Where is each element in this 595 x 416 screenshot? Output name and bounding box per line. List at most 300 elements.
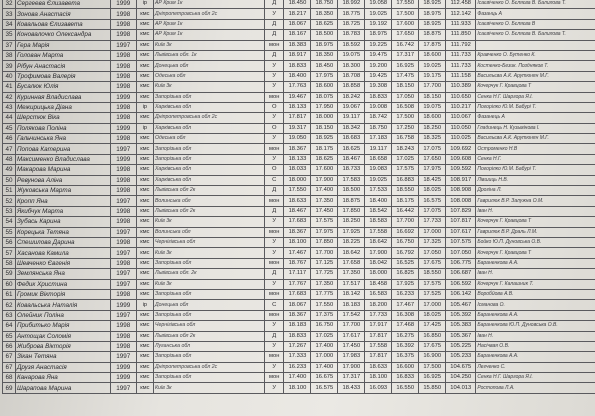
school-code-cell: Д bbox=[265, 19, 284, 29]
sport-rank-cell: ір bbox=[136, 123, 153, 133]
region-cell: Запорізька обл bbox=[153, 289, 264, 299]
score-5-cell: 16.833 bbox=[392, 373, 419, 383]
score-3-cell: 17.850 bbox=[338, 206, 365, 216]
score-1-cell: 17.763 bbox=[284, 82, 311, 92]
score-4-cell: 17.558 bbox=[365, 227, 392, 237]
total-score-cell: 111.733 bbox=[446, 50, 476, 60]
sport-rank-cell: кмс bbox=[136, 321, 153, 331]
school-code-cell: У bbox=[265, 71, 284, 81]
score-3-cell: 19.067 bbox=[338, 102, 365, 112]
score-6-cell: 17.000 bbox=[419, 227, 446, 237]
athlete-name-cell: Жуковська Марта bbox=[15, 186, 110, 196]
table-row bbox=[3, 269, 595, 279]
birth-year-cell: 1997 bbox=[110, 383, 136, 393]
score-2-cell: 17.700 bbox=[311, 248, 338, 258]
score-3-cell: 17.658 bbox=[338, 258, 365, 268]
score-3-cell: 18.342 bbox=[338, 123, 365, 133]
score-6-cell: 19.175 bbox=[419, 71, 446, 81]
birth-year-cell: 1998 bbox=[110, 217, 136, 227]
score-2-cell: 18.600 bbox=[311, 82, 338, 92]
score-2-cell: 17.025 bbox=[311, 331, 338, 341]
score-1-cell: 17.767 bbox=[284, 279, 311, 289]
birth-year-cell: 1997 bbox=[110, 269, 136, 279]
score-1-cell: 17.400 bbox=[284, 373, 311, 383]
score-5-cell: 16.750 bbox=[392, 237, 419, 247]
birth-year-cell: 1998 bbox=[110, 102, 136, 112]
athlete-name-cell: Рібун Анастасія bbox=[15, 61, 110, 71]
score-3-cell: 18.242 bbox=[338, 92, 365, 102]
row-number-cell: 57 bbox=[3, 248, 16, 258]
score-6-cell: 17.700 bbox=[419, 82, 446, 92]
score-6-cell: 16.900 bbox=[419, 352, 446, 362]
total-score-cell: 110.050 bbox=[446, 123, 476, 133]
school-code-cell: мон bbox=[265, 92, 284, 102]
score-2-cell: 18.500 bbox=[311, 30, 338, 40]
score-6-cell: 17.075 bbox=[419, 144, 446, 154]
score-1-cell: 17.550 bbox=[284, 186, 311, 196]
score-4-cell: 18.200 bbox=[365, 300, 392, 310]
total-score-cell: 104.675 bbox=[446, 362, 476, 372]
row-number-cell: 37 bbox=[3, 40, 16, 50]
sport-rank-cell: ір bbox=[136, 300, 153, 310]
score-3-cell: 18.708 bbox=[338, 71, 365, 81]
athlete-name-cell: Громик Вікторія bbox=[15, 289, 110, 299]
coach-names-cell: Іван Н. bbox=[476, 331, 595, 341]
table-row bbox=[3, 144, 595, 154]
score-6-cell: 17.425 bbox=[419, 321, 446, 331]
coach-names-cell: Кочерчук Г. Кравцова Т bbox=[476, 248, 595, 258]
coach-names-cell: Погорілко Ю.М. Бабурі Т. bbox=[476, 102, 595, 112]
birth-year-cell: 1999 bbox=[110, 300, 136, 310]
score-2-cell: 17.950 bbox=[311, 102, 338, 112]
score-4-cell: 18.633 bbox=[365, 362, 392, 372]
table-row bbox=[3, 165, 595, 175]
score-5-cell: 16.742 bbox=[392, 40, 419, 50]
table-row bbox=[3, 71, 595, 81]
table-row bbox=[3, 248, 595, 258]
score-3-cell: 18.225 bbox=[338, 237, 365, 247]
table-row bbox=[3, 30, 595, 40]
coach-names-cell: Бойко Ю.П. Дуновська О.В. bbox=[476, 237, 595, 247]
score-5-cell: 17.925 bbox=[392, 279, 419, 289]
score-1-cell: 18.383 bbox=[284, 40, 311, 50]
sport-rank-cell: кмс bbox=[136, 134, 153, 144]
birth-year-cell: 1998 bbox=[110, 19, 136, 29]
score-5-cell: 17.317 bbox=[392, 50, 419, 60]
coach-names-cell: Іван Н. bbox=[476, 206, 595, 216]
athlete-name-cell: Ковальська Наталія bbox=[15, 300, 110, 310]
sport-rank-cell: кмс bbox=[136, 279, 153, 289]
score-6-cell: 17.675 bbox=[419, 341, 446, 351]
score-3-cell: 18.500 bbox=[338, 186, 365, 196]
total-score-cell: 112.142 bbox=[446, 9, 476, 19]
coach-names-cell: Ісаєвіченко О. Бєляєва В bbox=[476, 19, 595, 29]
total-score-cell: 111.850 bbox=[446, 30, 476, 40]
score-5-cell: 17.050 bbox=[392, 92, 419, 102]
table-row bbox=[3, 279, 595, 289]
coach-names-cell: Сенка Н.Г. Шаргора Я.І. bbox=[476, 92, 595, 102]
region-cell: АР Крим 1к bbox=[153, 30, 264, 40]
birth-year-cell: 1998 bbox=[110, 165, 136, 175]
score-4-cell: 19.083 bbox=[365, 165, 392, 175]
sport-rank-cell: кмс bbox=[136, 9, 153, 19]
score-2-cell: 16.675 bbox=[311, 373, 338, 383]
sport-rank-cell: кмс bbox=[136, 227, 153, 237]
region-cell: Запорізька обл bbox=[153, 144, 264, 154]
coach-names-cell: Сенка Н.Г. Шаргора Я.І. bbox=[476, 373, 595, 383]
school-code-cell: У bbox=[265, 61, 284, 71]
row-number-cell: 68 bbox=[3, 373, 16, 383]
sport-rank-cell: кмс bbox=[136, 61, 153, 71]
score-3-cell: 17.317 bbox=[338, 373, 365, 383]
birth-year-cell: 1997 bbox=[110, 248, 136, 258]
total-score-cell: 112.458 bbox=[446, 0, 476, 9]
total-score-cell: 110.389 bbox=[446, 82, 476, 92]
region-cell: АР Крим 1к bbox=[153, 19, 264, 29]
score-1-cell: 16.233 bbox=[284, 362, 311, 372]
school-code-cell: У bbox=[265, 321, 284, 331]
row-number-cell: 38 bbox=[3, 50, 16, 60]
score-3-cell: 18.142 bbox=[338, 289, 365, 299]
score-1-cell: 17.333 bbox=[284, 352, 311, 362]
score-6-cell: 18.600 bbox=[419, 113, 446, 123]
score-3-cell: 17.983 bbox=[338, 352, 365, 362]
score-4-cell: 19.192 bbox=[365, 19, 392, 29]
athlete-name-cell: Антощак Соломія bbox=[15, 331, 110, 341]
row-number-cell: 60 bbox=[3, 279, 16, 289]
table-row bbox=[3, 258, 595, 268]
table-row bbox=[3, 9, 595, 19]
score-4-cell: 19.025 bbox=[365, 9, 392, 19]
total-score-cell: 108.008 bbox=[446, 196, 476, 206]
region-cell: Волинська обл bbox=[153, 196, 264, 206]
school-code-cell: мон bbox=[265, 373, 284, 383]
total-score-cell: 107.575 bbox=[446, 237, 476, 247]
school-code-cell: мон bbox=[265, 144, 284, 154]
score-5-cell: 17.600 bbox=[392, 19, 419, 29]
coach-names-cell: Ісаєвіченко О. Бєляєва В. Балилова Т. bbox=[476, 0, 595, 9]
sport-rank-cell: кмс bbox=[136, 331, 153, 341]
table-row bbox=[3, 92, 595, 102]
score-6-cell: 19.075 bbox=[419, 102, 446, 112]
coach-names-cell: Погорілко Ю.М. Бабурі Т. bbox=[476, 165, 595, 175]
total-score-cell: 105.383 bbox=[446, 321, 476, 331]
sport-rank-cell: кмс bbox=[136, 113, 153, 123]
total-score-cell: 109.592 bbox=[446, 165, 476, 175]
score-1-cell: 18.467 bbox=[284, 206, 311, 216]
score-6-cell: 18.150 bbox=[419, 92, 446, 102]
sport-rank-cell: кмс bbox=[136, 165, 153, 175]
school-code-cell: С bbox=[265, 300, 284, 310]
score-4-cell: 19.025 bbox=[365, 175, 392, 185]
school-code-cell: Д bbox=[265, 0, 284, 9]
score-5-cell: 16.392 bbox=[392, 341, 419, 351]
coach-names-cell: Лівшиць Н.В. bbox=[476, 175, 595, 185]
score-5-cell: 18.550 bbox=[392, 186, 419, 196]
athlete-name-cell: Макарова Марина bbox=[15, 165, 110, 175]
region-cell: Одеська обл bbox=[153, 71, 264, 81]
score-6-cell: 17.733 bbox=[419, 217, 446, 227]
school-code-cell: мон bbox=[265, 227, 284, 237]
row-number-cell: 32 bbox=[3, 0, 16, 9]
birth-year-cell: 1997 bbox=[110, 310, 136, 320]
total-score-cell: 107.817 bbox=[446, 217, 476, 227]
athlete-name-cell: Ревунова Аліна bbox=[15, 175, 110, 185]
table-row bbox=[3, 310, 595, 320]
score-5-cell: 16.275 bbox=[392, 331, 419, 341]
school-code-cell: мон bbox=[265, 352, 284, 362]
total-score-cell: 109.608 bbox=[446, 154, 476, 164]
athlete-name-cell: Зонова Анастасія bbox=[15, 9, 110, 19]
table-row bbox=[3, 321, 595, 331]
score-5-cell: 16.692 bbox=[392, 227, 419, 237]
row-number-cell: 48 bbox=[3, 154, 16, 164]
row-number-cell: 56 bbox=[3, 237, 16, 247]
region-cell: АР Крим 1к bbox=[153, 0, 264, 9]
birth-year-cell: 1998 bbox=[110, 289, 136, 299]
score-3-cell: 18.992 bbox=[338, 0, 365, 9]
score-1-cell: 18.183 bbox=[284, 321, 311, 331]
score-5-cell: 17.467 bbox=[392, 300, 419, 310]
total-score-cell: 111.158 bbox=[446, 71, 476, 81]
table-row bbox=[3, 134, 595, 144]
school-code-cell: мон bbox=[265, 258, 284, 268]
score-2-cell: 17.375 bbox=[311, 310, 338, 320]
total-score-cell: 108.908 bbox=[446, 186, 476, 196]
region-cell: Запорізька обл bbox=[153, 352, 264, 362]
region-cell: Чернігівська обл bbox=[153, 237, 264, 247]
score-1-cell: 18.833 bbox=[284, 61, 311, 71]
score-1-cell: 18.633 bbox=[284, 196, 311, 206]
table-row bbox=[3, 341, 595, 351]
sport-rank-cell: кмс bbox=[136, 217, 153, 227]
row-number-cell: 55 bbox=[3, 227, 16, 237]
athlete-name-cell: Полякова Поліна bbox=[15, 123, 110, 133]
score-1-cell: 18.133 bbox=[284, 102, 311, 112]
sport-rank-cell: кмс bbox=[136, 40, 153, 50]
school-code-cell: О bbox=[265, 123, 284, 133]
athlete-name-cell: Жиброва Вікторія bbox=[15, 341, 110, 351]
score-6-cell: 17.675 bbox=[419, 258, 446, 268]
score-1-cell: 18.833 bbox=[284, 331, 311, 341]
total-score-cell: 107.829 bbox=[446, 206, 476, 216]
sport-rank-cell: кмс bbox=[136, 92, 153, 102]
score-6-cell: 18.425 bbox=[419, 175, 446, 185]
coach-names-cell: Сенка Н.Г. bbox=[476, 154, 595, 164]
school-code-cell: мон bbox=[265, 310, 284, 320]
sport-rank-cell: кмс bbox=[136, 237, 153, 247]
sport-rank-cell: кмс bbox=[136, 373, 153, 383]
score-5-cell: 17.475 bbox=[392, 71, 419, 81]
score-2-cell: 18.975 bbox=[311, 40, 338, 50]
school-code-cell: У bbox=[265, 279, 284, 289]
region-cell: Запорізька обл bbox=[153, 373, 264, 383]
birth-year-cell: 1999 bbox=[110, 92, 136, 102]
score-6-cell: 18.925 bbox=[419, 19, 446, 29]
score-4-cell: 19.308 bbox=[365, 82, 392, 92]
score-6-cell: 16.575 bbox=[419, 196, 446, 206]
score-4-cell: 17.558 bbox=[365, 341, 392, 351]
score-1-cell: 18.067 bbox=[284, 19, 311, 29]
score-5-cell: 16.442 bbox=[392, 206, 419, 216]
region-cell: Львівська обл. 1к bbox=[153, 50, 264, 60]
score-1-cell: 18.767 bbox=[284, 258, 311, 268]
coach-names-cell: Бараненкова А.А. bbox=[476, 352, 595, 362]
birth-year-cell: 1998 bbox=[110, 258, 136, 268]
athlete-name-cell: Гера Марія bbox=[15, 40, 110, 50]
score-1-cell: 19.050 bbox=[284, 134, 311, 144]
row-number-cell: 58 bbox=[3, 258, 16, 268]
total-score-cell: 107.617 bbox=[446, 227, 476, 237]
score-5-cell: 16.550 bbox=[392, 383, 419, 393]
sport-rank-cell: кмс bbox=[136, 71, 153, 81]
score-6-cell: 18.600 bbox=[419, 50, 446, 60]
birth-year-cell: 1999 bbox=[110, 362, 136, 372]
score-6-cell: 16.850 bbox=[419, 331, 446, 341]
sport-rank-cell: кмс bbox=[136, 258, 153, 268]
score-3-cell: 19.075 bbox=[338, 50, 365, 60]
birth-year-cell: 1997 bbox=[110, 196, 136, 206]
score-2-cell: 17.600 bbox=[311, 165, 338, 175]
birth-year-cell: 1998 bbox=[110, 175, 136, 185]
school-code-cell: У bbox=[265, 341, 284, 351]
sport-rank-cell: кмс bbox=[136, 289, 153, 299]
region-cell: Дніпропетровська обл 2с bbox=[153, 9, 264, 19]
row-number-cell: 53 bbox=[3, 206, 16, 216]
score-1-cell: 18.917 bbox=[284, 50, 311, 60]
score-2-cell: 18.625 bbox=[311, 154, 338, 164]
coach-names-cell: Остроменко Н.В bbox=[476, 144, 595, 154]
score-2-cell: 18.350 bbox=[311, 9, 338, 19]
region-cell: Чернігівська обл bbox=[153, 321, 264, 331]
score-1-cell: 17.683 bbox=[284, 217, 311, 227]
score-4-cell: 19.475 bbox=[365, 50, 392, 60]
school-code-cell: У bbox=[265, 82, 284, 92]
score-2-cell: 17.125 bbox=[311, 258, 338, 268]
region-cell: Донецька обл bbox=[153, 61, 264, 71]
score-3-cell: 18.250 bbox=[338, 217, 365, 227]
score-3-cell: 18.683 bbox=[338, 134, 365, 144]
school-code-cell: У bbox=[265, 154, 284, 164]
row-number-cell: 64 bbox=[3, 321, 16, 331]
table-row bbox=[3, 352, 595, 362]
score-6-cell: 17.525 bbox=[419, 289, 446, 299]
table-row bbox=[3, 102, 595, 112]
score-2-cell: 17.400 bbox=[311, 362, 338, 372]
score-4-cell: 19.200 bbox=[365, 61, 392, 71]
score-2-cell: 17.400 bbox=[311, 341, 338, 351]
sport-rank-cell: кмс bbox=[136, 352, 153, 362]
score-1-cell: 18.133 bbox=[284, 154, 311, 164]
sport-rank-cell: кмс bbox=[136, 82, 153, 92]
score-4-cell: 18.975 bbox=[365, 30, 392, 40]
athlete-name-cell: Бусалюк Юлія bbox=[15, 82, 110, 92]
score-2-cell: 18.350 bbox=[311, 50, 338, 60]
coach-names-cell: Кочерчук Г. Кравцова Т bbox=[476, 217, 595, 227]
birth-year-cell: 1998 bbox=[110, 237, 136, 247]
sport-rank-cell: кмс bbox=[136, 196, 153, 206]
region-cell: Київ 3к bbox=[153, 383, 264, 393]
score-2-cell: 17.550 bbox=[311, 300, 338, 310]
score-5-cell: 16.883 bbox=[392, 175, 419, 185]
birth-year-cell: 1998 bbox=[110, 113, 136, 123]
sport-rank-cell: кмс bbox=[136, 362, 153, 372]
score-2-cell: 16.750 bbox=[311, 321, 338, 331]
table-row bbox=[3, 154, 595, 164]
table-row bbox=[3, 50, 595, 60]
score-1-cell: 17.817 bbox=[284, 113, 311, 123]
score-2-cell: 18.750 bbox=[311, 0, 338, 9]
score-4-cell: 18.000 bbox=[365, 269, 392, 279]
coach-names-cell: Легченко С. bbox=[476, 362, 595, 372]
athlete-name-cell: Якибчук Марта bbox=[15, 206, 110, 216]
score-6-cell: 18.325 bbox=[419, 134, 446, 144]
coach-names-cell: Кочерчук Г. Кравцова Т bbox=[476, 82, 595, 92]
sport-rank-cell: кмс bbox=[136, 248, 153, 258]
score-2-cell: 18.150 bbox=[311, 123, 338, 133]
score-2-cell: 17.725 bbox=[311, 269, 338, 279]
score-4-cell: 17.900 bbox=[365, 248, 392, 258]
athlete-name-cell: Сергеева Єлизавета bbox=[15, 0, 110, 9]
region-cell: Запорізька обл bbox=[153, 154, 264, 164]
table-row bbox=[3, 113, 595, 123]
row-number-cell: 46 bbox=[3, 134, 16, 144]
total-score-cell: 110.025 bbox=[446, 134, 476, 144]
coach-names-cell: Бараненкова А.А. bbox=[476, 258, 595, 268]
school-code-cell: О bbox=[265, 165, 284, 175]
birth-year-cell: 1997 bbox=[110, 352, 136, 362]
school-code-cell: Д bbox=[265, 269, 284, 279]
score-2-cell: 17.450 bbox=[311, 206, 338, 216]
coach-names-cell: Ісаєвіченко О. Бєляєва В. Балилова Т. bbox=[476, 30, 595, 40]
table-row bbox=[3, 186, 595, 196]
coach-names-cell: Гладинець Н. Кузьмінова І. bbox=[476, 123, 595, 133]
score-4-cell: 19.425 bbox=[365, 71, 392, 81]
birth-year-cell: 1999 bbox=[110, 0, 136, 9]
score-3-cell: 17.700 bbox=[338, 321, 365, 331]
score-3-cell: 18.300 bbox=[338, 61, 365, 71]
birth-year-cell: 1998 bbox=[110, 30, 136, 40]
table-row bbox=[3, 383, 595, 393]
region-cell: Харківська обл bbox=[153, 123, 264, 133]
school-code-cell: О bbox=[265, 102, 284, 112]
row-number-cell: 41 bbox=[3, 82, 16, 92]
table-row bbox=[3, 206, 595, 216]
score-4-cell: 18.542 bbox=[365, 206, 392, 216]
row-number-cell: 63 bbox=[3, 310, 16, 320]
birth-year-cell: 1998 bbox=[110, 331, 136, 341]
table-row bbox=[3, 61, 595, 71]
score-6-cell: 17.325 bbox=[419, 237, 446, 247]
score-6-cell: 15.850 bbox=[419, 383, 446, 393]
score-1-cell: 18.367 bbox=[284, 144, 311, 154]
row-number-cell: 67 bbox=[3, 362, 16, 372]
sport-rank-cell: кмс bbox=[136, 154, 153, 164]
athlete-name-cell: Шерстюк Віка bbox=[15, 113, 110, 123]
score-3-cell: 18.875 bbox=[338, 196, 365, 206]
score-2-cell: 17.775 bbox=[311, 289, 338, 299]
sport-rank-cell: кмс bbox=[136, 186, 153, 196]
score-1-cell: 18.000 bbox=[284, 175, 311, 185]
coach-names-cell: Кочерчук Г. Калашник Т. bbox=[476, 279, 595, 289]
coach-names-cell: Воробйова А.В. bbox=[476, 289, 595, 299]
birth-year-cell: 1997 bbox=[110, 144, 136, 154]
score-3-cell: 17.450 bbox=[338, 341, 365, 351]
score-5-cell: 16.233 bbox=[392, 289, 419, 299]
score-2-cell: 18.925 bbox=[311, 134, 338, 144]
athlete-name-cell: Голован Марта bbox=[15, 50, 110, 60]
total-score-cell: 104.013 bbox=[446, 383, 476, 393]
